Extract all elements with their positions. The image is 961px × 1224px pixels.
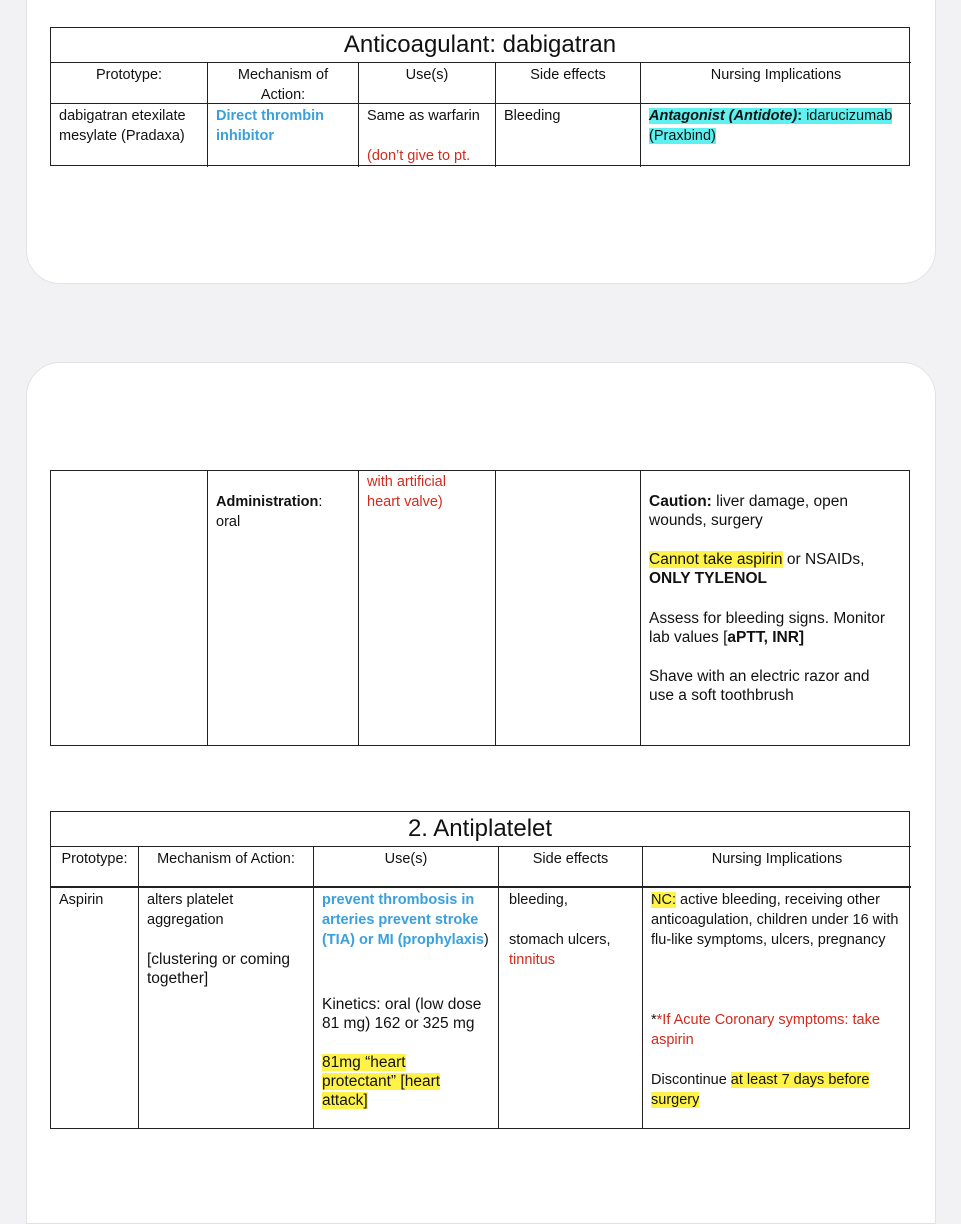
- header-cell: Prototype:: [51, 62, 207, 103]
- nc-text: NC: active bleeding, receiving other anticoagulation, children under 16 with flu-like symptoms, ulcers, pregnancy: [651, 892, 899, 948]
- antiplatelet-table: [50, 811, 910, 1129]
- header-cell: Nursing Implications: [642, 846, 911, 886]
- header-cell: Nursing Implications: [640, 62, 911, 103]
- uses-cell: with artificial heart valve): [358, 471, 495, 745]
- nursing-cell: [640, 471, 911, 745]
- administration-text: Administration:: [216, 494, 323, 510]
- header-cell: Prototype:: [51, 846, 138, 886]
- prototype-cell: dabigatran etexilate mesylate (Pradaxa): [51, 103, 207, 167]
- table-title: Anticoagulant: dabigatran: [343, 31, 617, 58]
- anticoagulant-table: [50, 27, 910, 166]
- mechanism-cell: Direct thrombin inhibitor: [207, 103, 358, 167]
- side-effects-cell: [495, 471, 640, 745]
- header-cell: Side effects: [498, 846, 642, 886]
- nursing-cell: [642, 886, 911, 1128]
- nursing-cell: [640, 103, 911, 167]
- side-effects-cell: bleeding, stomach ulcers, tinnitus: [498, 886, 642, 1128]
- mechanism-cell: alters platelet aggregation [clustering or coming together]: [138, 886, 313, 1128]
- header-cell: Side effects: [495, 62, 640, 103]
- table-title: 2. Antiplatelet: [407, 815, 553, 842]
- header-cell: Use(s): [358, 62, 495, 103]
- assess-text: Assess for bleeding signs. Monitor lab values [aPTT, INR]: [649, 610, 886, 646]
- side-effects-cell: Bleeding: [495, 103, 640, 167]
- uses-cell: Same as warfarin (don’t give to pt.: [358, 103, 495, 167]
- mechanism-cell: Administration: oral: [207, 471, 358, 745]
- anticoagulant-table-continued: [50, 470, 910, 746]
- prototype-cell: Aspirin: [51, 886, 138, 1128]
- shave-text: Shave with an electric razor and use a soft toothbrush: [649, 668, 870, 704]
- acs-text: **If Acute Coronary symptoms: take aspirin: [651, 1012, 880, 1048]
- uses-cell: prevent thrombosis in arteries prevent stroke (TIA) or MI (prophylaxis) Kinetics: oral (low dose 81 mg) 162 or 325 mg 81mg “heart protectant” [heart attack]: [313, 886, 498, 1128]
- header-cell: Mechanism of Action:: [138, 846, 313, 886]
- heart-protectant-text: 81mg “heart protectant” [heart attack]: [322, 1054, 441, 1109]
- aspirin-warning: Cannot take aspirin or NSAIDs, ONLY TYLENOL: [649, 551, 865, 587]
- antidote-text: Antagonist (Antidote): idarucizumab (Praxbind): [649, 108, 893, 144]
- prototype-cell: [51, 471, 207, 745]
- header-cell: Mechanism of Action:: [207, 62, 358, 103]
- caution-text: Caution: liver damage, open wounds, surgery: [649, 493, 848, 529]
- uses-text: prevent thrombosis in arteries prevent stroke (TIA) or MI (prophylaxis): [322, 892, 489, 948]
- discontinue-text: Discontinue at least 7 days before surgery: [651, 1072, 870, 1108]
- header-cell: Use(s): [313, 846, 498, 886]
